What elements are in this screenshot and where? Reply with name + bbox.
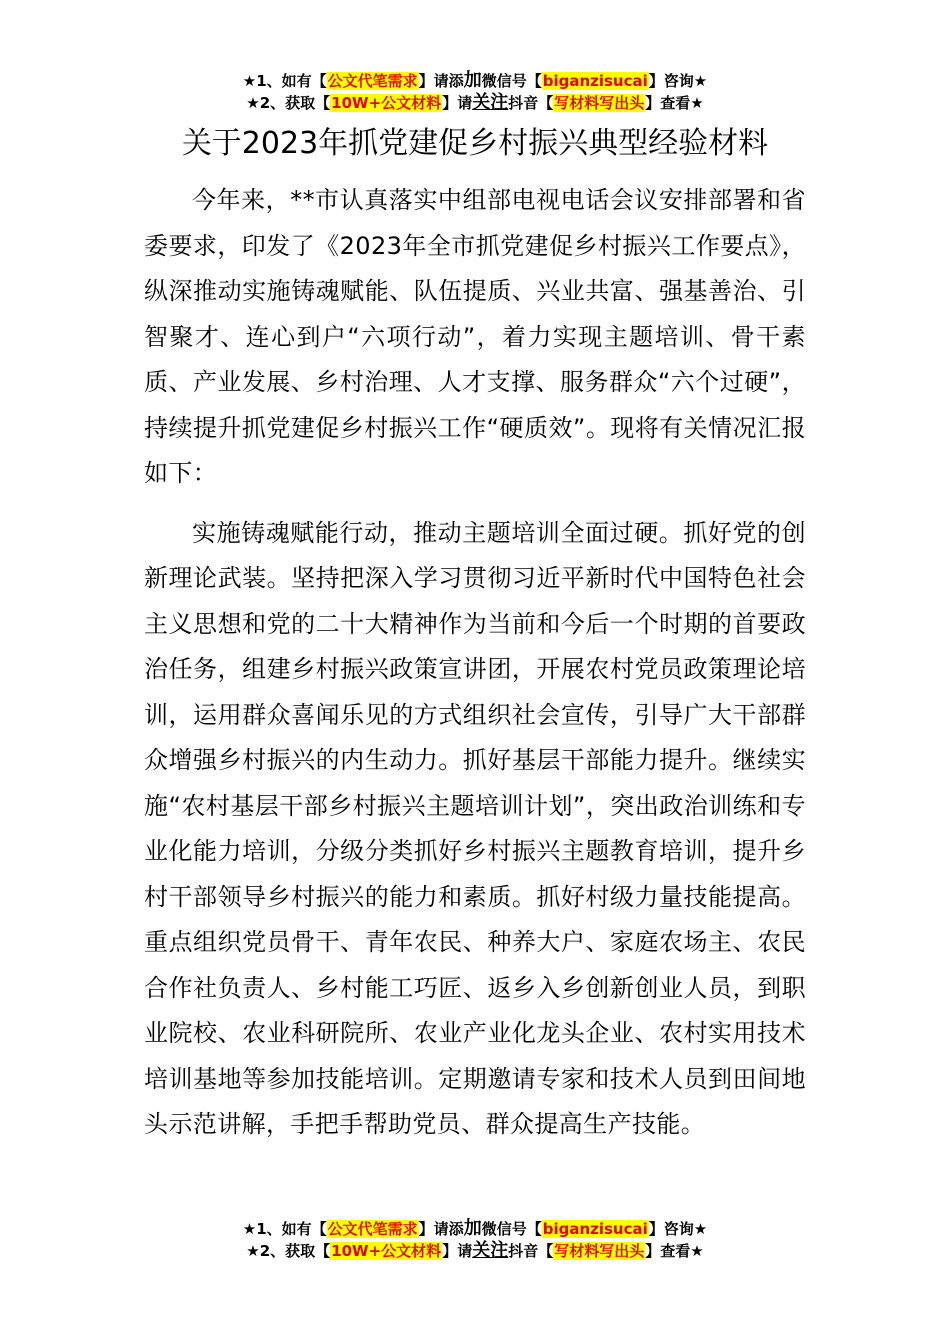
- promo-banner-bottom: [0, 1218, 950, 1262]
- promo-line-1: [0, 1218, 950, 1240]
- paragraph-intro: 今年来，**市认真落实中组部电视电话会议安排部署和省委要求，印发了《2023年全市抓党建促乡村振兴工作要点》，纵深推动实施铸魂赋能、队伍提质、兴业共富、强基善治、引智聚才、连心到户“六项行动”，着力实现主题培训、骨干素质、产业发展、乡村治理、人才支撑、服务群众“六个过硬”，持续提升抓党建促乡村振兴工作“硬质效”。现将有关情况汇报如下：: [144, 186, 806, 487]
- promo-line-1-middle-a: 】请添: [418, 1220, 464, 1238]
- promo-line-2-emphasis: 关注: [472, 1240, 509, 1261]
- document-body: [144, 178, 806, 1148]
- promo-line-1-middle-b: 微信号【: [481, 72, 542, 90]
- promo-line-2-middle-b: 抖音【: [508, 1242, 554, 1260]
- promo-highlight-service: 公文代笔需求: [327, 1220, 418, 1238]
- promo-line-1-prefix: ★1、如有【: [242, 72, 327, 90]
- promo-line-1-middle-b: 微信号【: [481, 1220, 542, 1238]
- promo-line-2-middle-b: 抖音【: [508, 94, 554, 112]
- promo-highlight-service: 公文代笔需求: [327, 72, 418, 90]
- document-title: 关于2023年抓党建促乡村振兴典型经验材料: [181, 126, 769, 161]
- promo-line-2-suffix: 】查看★: [645, 94, 704, 112]
- promo-banner-top: [0, 70, 950, 114]
- promo-line-2-middle-a: 】请: [442, 1242, 473, 1260]
- promo-line-2-prefix: ★2、获取【: [246, 94, 331, 112]
- promo-line-1-middle-a: 】请添: [418, 72, 464, 90]
- promo-highlight-douyin: 写材料写出头: [554, 1242, 645, 1260]
- promo-line-2-suffix: 】查看★: [645, 1242, 704, 1260]
- promo-highlight-materials: 10W+公文材料: [331, 94, 442, 112]
- promo-line-1-prefix: ★1、如有【: [242, 1220, 327, 1238]
- promo-line-1-suffix: 】咨询★: [648, 1220, 708, 1238]
- promo-line-2-prefix: ★2、获取【: [246, 1242, 331, 1260]
- promo-line-2-emphasis: 关注: [472, 92, 509, 113]
- promo-line-2: [0, 1240, 950, 1262]
- paragraph-soul-empowerment: 实施铸魂赋能行动，推动主题培训全面过硬。抓好党的创新理论武装。坚持把深入学习贯彻习近平新时代中国特色社会主义思想和党的二十大精神作为当前和今后一个时期的首要政治任务，组建乡村振兴政策宣讲团，开展农村党员政策理论培训，运用群众喜闻乐见的方式组织社会宣传，引导广大干部群众增强乡村振兴的内生动力。抓好基层干部能力提升。继续实施“农村基层干部乡村振兴主题培训计划”，突出政治训练和专业化能力培训，分级分类抓好乡村振兴主题教育培训，提升乡村干部领导乡村振兴的能力和素质。抓好村级力量技能提高。重点组织党员骨干、青年农民、种养大户、家庭农场主、农民合作社负责人、乡村能工巧匠、返乡入乡创新创业人员，到职业院校、农业科研院所、农业产业化龙头企业、农村实用技术培训基地等参加技能培训。定期邀请专家和技术人员到田间地头示范讲解，手把手帮助党员、群众提高生产技能。: [144, 518, 806, 1138]
- promo-highlight-wechat-id: biganzisucai: [542, 72, 648, 90]
- promo-line-1-suffix: 】咨询★: [648, 72, 708, 90]
- promo-highlight-materials: 10W+公文材料: [331, 1242, 442, 1260]
- promo-line-2: [0, 92, 950, 114]
- promo-line-1-emphasis: 加: [463, 70, 482, 91]
- promo-highlight-douyin: 写材料写出头: [554, 94, 645, 112]
- promo-highlight-wechat-id: biganzisucai: [542, 1220, 648, 1238]
- promo-line-2-middle-a: 】请: [442, 94, 473, 112]
- promo-line-1-emphasis: 加: [463, 1218, 482, 1239]
- promo-line-1: [0, 70, 950, 92]
